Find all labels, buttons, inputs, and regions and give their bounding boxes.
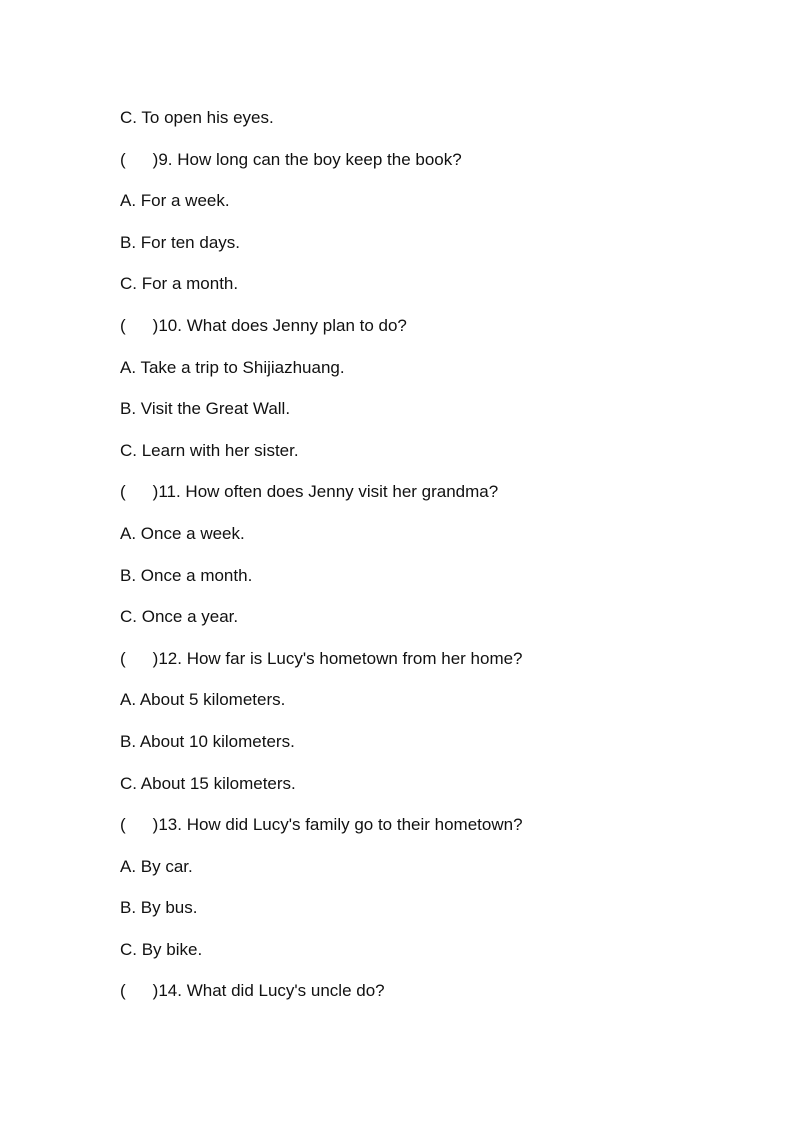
answer-blank-open-paren: ( [120, 315, 126, 335]
answer-blank-open-paren: ( [120, 815, 126, 835]
answer-blank-open-paren: ( [120, 482, 126, 502]
question-line [120, 645, 740, 687]
answer-option: A. By car. [120, 856, 193, 876]
answer-option: C. About 15 kilometers. [120, 773, 296, 793]
answer-option: B. Once a month. [120, 565, 253, 585]
question-line [120, 146, 740, 188]
answer-option: A. Take a trip to Shijiazhuang. [120, 357, 345, 377]
question-list [120, 104, 740, 1019]
answer-blank-open-paren: ( [120, 981, 126, 1001]
answer-option: C. To open his eyes. [120, 108, 274, 127]
question-text: )13. How did Lucy's family go to their hometown? [152, 815, 523, 835]
answer-option: B. Visit the Great Wall. [120, 399, 291, 419]
question-text: )12. How far is Lucy's hometown from her home? [152, 648, 523, 668]
question-line [120, 478, 740, 520]
question-text: )11. How often does Jenny visit her grandma? [152, 482, 499, 502]
answer-option: B. For ten days. [120, 232, 240, 252]
answer-option: B. About 10 kilometers. [120, 731, 295, 751]
answer-option: A. Once a week. [120, 523, 245, 543]
answer-option: C. Once a year. [120, 607, 239, 627]
answer-blank-open-paren: ( [120, 648, 126, 668]
answer-option: C. For a month. [120, 274, 239, 294]
answer-option: A. About 5 kilometers. [120, 690, 286, 710]
answer-option: B. By bus. [120, 898, 198, 918]
answer-option: C. By bike. [120, 939, 203, 959]
answer-blank-open-paren: ( [120, 149, 126, 169]
question-line [120, 811, 740, 853]
answer-option: C. Learn with her sister. [120, 440, 299, 460]
question-text: )9. How long can the boy keep the book? [152, 149, 462, 169]
question-text: )10. What does Jenny plan to do? [152, 315, 407, 335]
question-line [120, 312, 740, 354]
answer-option: A. For a week. [120, 191, 230, 211]
question-line [120, 977, 740, 1019]
question-text: )14. What did Lucy's uncle do? [152, 981, 385, 1001]
